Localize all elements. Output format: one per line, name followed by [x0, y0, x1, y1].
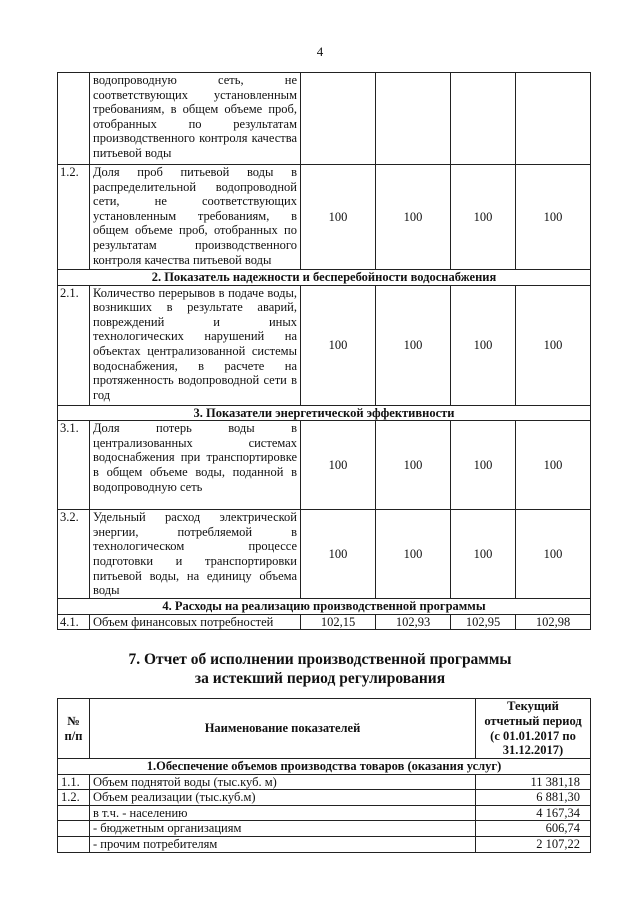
indicator-name: Удельный расход электрической энергии, потребляемой в технологическом процессе подготовки и транспортировки питьевой воды, на единицу объема воды [90, 510, 301, 599]
indicator-value: 11 381,18 [476, 774, 591, 790]
row-number [58, 821, 90, 837]
indicator-value: 100 [451, 510, 516, 599]
indicator-name: Объем поднятой воды (тыс.куб. м) [90, 774, 476, 790]
indicator-name: Объем финансовых потребностей [90, 614, 301, 630]
section-title: 1.Обеспечение объемов производства товаров (оказания услуг) [58, 759, 591, 775]
indicator-value: 6 881,30 [476, 790, 591, 806]
row-number [58, 805, 90, 821]
row-number [58, 836, 90, 852]
indicator-value: 2 107,22 [476, 836, 591, 852]
indicator-value: 606,74 [476, 821, 591, 837]
report-title-line1: 7. Отчет об исполнении производственной программы [128, 651, 512, 668]
indicator-value: 100 [516, 510, 591, 599]
indicator-value: 102,93 [376, 614, 451, 630]
indicators-table [57, 72, 591, 630]
table-row [58, 805, 591, 821]
indicator-value: 100 [301, 421, 376, 510]
section-row [58, 270, 591, 286]
section-title: 4. Расходы на реализацию производственной программы [58, 599, 591, 615]
indicator-value: 100 [516, 285, 591, 405]
row-number [58, 73, 90, 165]
indicator-value: 100 [516, 165, 591, 270]
row-number: 2.1. [58, 285, 90, 405]
row-number: 1.2. [58, 165, 90, 270]
indicator-value: 102,95 [451, 614, 516, 630]
section-row [58, 599, 591, 615]
table-row [58, 285, 591, 405]
indicator-value: 100 [376, 421, 451, 510]
indicator-value: 100 [376, 510, 451, 599]
indicator-name: - прочим потребителям [90, 836, 476, 852]
section-title: 3. Показатели энергетической эффективности [58, 405, 591, 421]
header-name: Наименование показателей [90, 699, 476, 759]
indicator-value: 100 [451, 285, 516, 405]
indicator-value: 102,98 [516, 614, 591, 630]
table-row [58, 790, 591, 806]
indicator-value: 100 [516, 421, 591, 510]
section-row [58, 405, 591, 421]
indicator-value [376, 73, 451, 165]
report-title-line2: за истекший период регулирования [194, 670, 446, 687]
section-row [58, 759, 591, 775]
row-number: 1.1. [58, 774, 90, 790]
table-row [58, 614, 591, 630]
row-number: 1.2. [58, 790, 90, 806]
page-number: 4 [316, 44, 324, 59]
table-row [58, 821, 591, 837]
header-row [58, 699, 591, 759]
indicator-value: 100 [376, 285, 451, 405]
row-number: 3.2. [58, 510, 90, 599]
table-row [58, 165, 591, 270]
indicator-name: - бюджетным организациям [90, 821, 476, 837]
indicator-name: Доля проб питьевой воды в распределительной водопроводной сети, не соответствующих установленным требованиям, в общем объеме проб, отобранных по результатам производственного контроля качества питьевой воды [90, 165, 301, 270]
indicator-name: Объем реализации (тыс.куб.м) [90, 790, 476, 806]
indicator-value: 100 [451, 165, 516, 270]
indicator-name: Количество перерывов в подаче воды, возникших в результате аварий, повреждений и иных технологических нарушений на объектах централизованной системы водоснабжения, в расчете на протяженность водопроводной сети в год [90, 285, 301, 405]
row-number: 3.1. [58, 421, 90, 510]
indicator-value: 102,15 [301, 614, 376, 630]
indicator-value [451, 73, 516, 165]
report-table [57, 698, 591, 853]
indicator-name: Доля потерь воды в централизованных системах водоснабжения при транспортировке в общем объеме воды, поданной в водопроводную сеть [90, 421, 301, 510]
header-num: № п/п [58, 699, 90, 759]
indicator-name: в т.ч. - населению [90, 805, 476, 821]
indicator-name: водопроводную сеть, не соответствующих установленным требованиям, в общем объеме проб, отобранных по результатам производственного контроля качества питьевой воды [90, 73, 301, 165]
table-row [58, 421, 591, 510]
section-title: 2. Показатель надежности и бесперебойности водоснабжения [58, 270, 591, 286]
table-row [58, 836, 591, 852]
indicator-value: 4 167,34 [476, 805, 591, 821]
indicator-value [301, 73, 376, 165]
report-title [0, 650, 640, 688]
indicator-value: 100 [301, 510, 376, 599]
table-row [58, 73, 591, 165]
indicator-value: 100 [451, 421, 516, 510]
indicator-value [516, 73, 591, 165]
row-number: 4.1. [58, 614, 90, 630]
table-row [58, 774, 591, 790]
indicator-value: 100 [301, 165, 376, 270]
table-row [58, 510, 591, 599]
indicator-value: 100 [301, 285, 376, 405]
indicator-value: 100 [376, 165, 451, 270]
header-period: Текущий отчетный период (с 01.01.2017 по 31.12.2017) [476, 699, 591, 759]
